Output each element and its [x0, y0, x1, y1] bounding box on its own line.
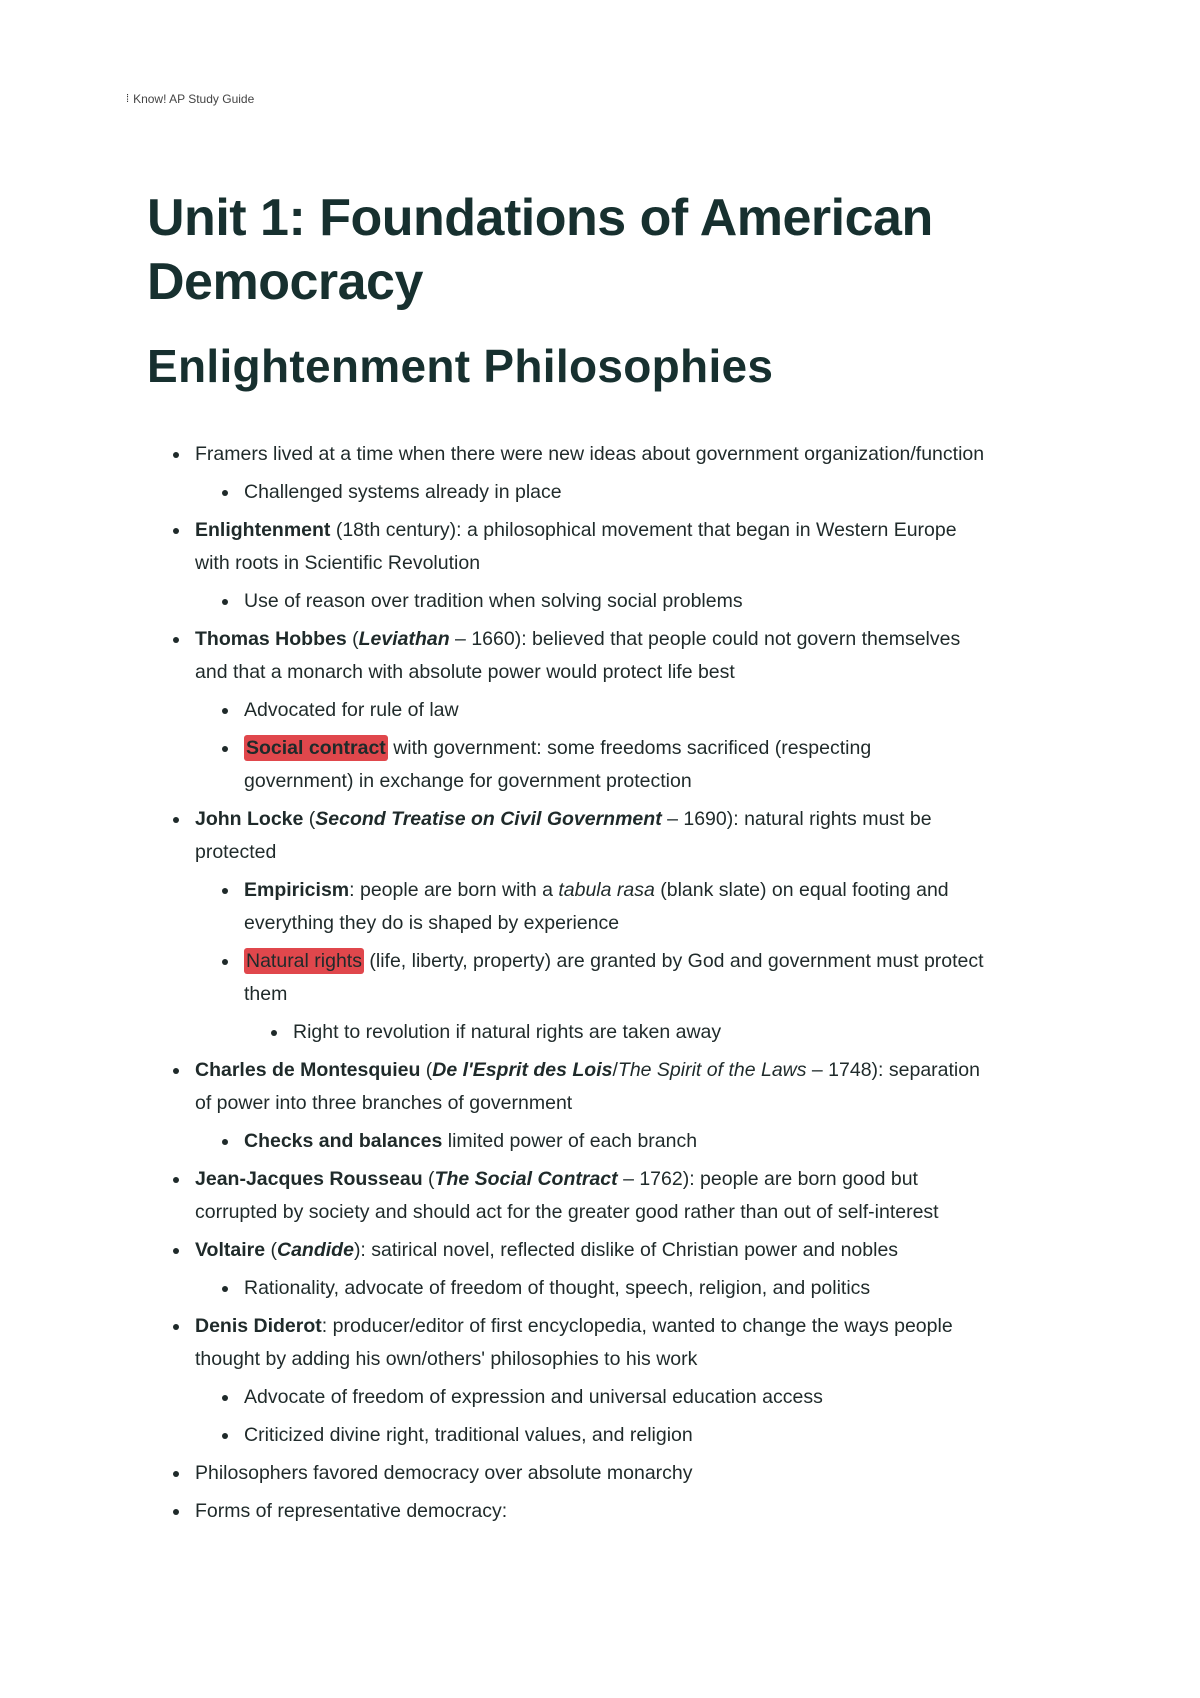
text-run: (	[422, 1168, 435, 1190]
bullet-icon	[173, 1068, 179, 1074]
highlighted-term: Social contract	[246, 737, 386, 759]
text-run: Advocate of freedom of expression and universal education access	[244, 1386, 823, 1408]
list-item	[195, 623, 995, 689]
list-item	[244, 732, 984, 798]
header	[126, 92, 254, 106]
list-item	[195, 1234, 995, 1267]
text-run: (	[346, 628, 359, 650]
list-item	[293, 1016, 993, 1049]
text-run: Use of reason over tradition when solving social problems	[244, 590, 743, 612]
text-run: with government: some freedoms sacrificed (respecting government) in exchange for government protection	[244, 737, 872, 792]
text-run: – 1690): natural rights must be protected	[195, 808, 932, 863]
list-item	[244, 585, 984, 618]
text-run: Right to revolution if natural rights are taken away	[293, 1021, 722, 1043]
bullet-icon	[173, 452, 179, 458]
section-heading: Enlightenment Philosophies	[147, 340, 774, 392]
list-item	[195, 1054, 995, 1120]
fiveable-logo-icon: ⁞	[126, 93, 130, 105]
bold-term: Voltaire	[195, 1239, 266, 1261]
page-title: Unit 1: Foundations of American Democracy	[147, 189, 933, 311]
bold-term: Leviathan	[358, 628, 450, 650]
text-run: (blank slate) on equal footing and everything they do is shaped by experience	[244, 879, 949, 934]
bold-term: John Locke	[195, 808, 304, 830]
bold-term: Empiricism	[244, 879, 350, 901]
list-item	[195, 1310, 995, 1376]
text-run: ): satirical novel, reflected dislike of Christian power and nobles	[353, 1239, 899, 1261]
list-item	[244, 1272, 984, 1305]
bullet-icon	[222, 746, 228, 752]
bullet-icon	[222, 1395, 228, 1401]
highlighted-term: Natural rights	[246, 950, 362, 972]
bullet-icon	[222, 888, 228, 894]
list-item	[195, 1495, 995, 1528]
bullet-icon	[222, 1433, 228, 1439]
bullet-icon	[271, 1030, 277, 1036]
list-item	[244, 945, 984, 1011]
bullet-icon	[173, 1248, 179, 1254]
text-run: (18th century): a philosophical movement that began in Western Europe with roots in Scientific Revolution	[195, 519, 957, 574]
text-run: – 1762): people are born good but corrupted by society and should act for the greater good rather than out of self-interest	[195, 1168, 939, 1223]
bold-term: The Social Contract	[434, 1168, 618, 1190]
text-run: The Spirit of the Laws	[617, 1059, 807, 1081]
header-label: Know! AP Study Guide	[133, 92, 255, 106]
text-run: (life, liberty, property) are granted by God and government must protect them	[244, 950, 984, 1005]
list-item	[195, 1457, 995, 1490]
list-item	[244, 476, 984, 509]
bullet-icon	[222, 490, 228, 496]
text-run: limited power of each branch	[442, 1130, 698, 1152]
list-item	[195, 1163, 995, 1229]
text-run: : people are born with a	[349, 879, 559, 901]
text-run: Forms of representative democracy:	[195, 1500, 508, 1522]
text-run: : producer/editor of first encyclopedia, wanted to change the ways people thought by adding his own/others' philosophies to his work	[195, 1315, 953, 1370]
bullet-icon	[222, 959, 228, 965]
list-item	[244, 1419, 984, 1452]
bullet-list	[0, 438, 1200, 1533]
list-item	[244, 1125, 984, 1158]
bold-term: Jean-Jacques Rousseau	[195, 1168, 423, 1190]
bold-term: Thomas Hobbes	[195, 628, 347, 650]
bullet-icon	[173, 817, 179, 823]
text-run: (	[420, 1059, 433, 1081]
list-item	[244, 1381, 984, 1414]
bullet-icon	[222, 708, 228, 714]
bold-term: Denis Diderot	[195, 1315, 322, 1337]
text-run: Challenged systems already in place	[244, 481, 562, 503]
text-run: /	[612, 1059, 618, 1081]
bullet-icon	[222, 1139, 228, 1145]
bullet-icon	[173, 1177, 179, 1183]
text-run: – 1660): believed that people could not govern themselves and that a monarch with absolute power would protect life best	[195, 628, 961, 683]
text-run: Rationality, advocate of freedom of thought, speech, religion, and politics	[244, 1277, 871, 1299]
list-item	[195, 438, 995, 471]
bold-term: Candide	[277, 1239, 354, 1261]
text-run: (	[303, 808, 316, 830]
bold-term: Charles de Montesquieu	[195, 1059, 421, 1081]
bullet-icon	[222, 1286, 228, 1292]
text-run: (	[265, 1239, 277, 1261]
text-run: Criticized divine right, traditional values, and religion	[244, 1424, 693, 1446]
list-item	[195, 803, 995, 869]
bold-term: De l'Esprit des Lois	[432, 1059, 613, 1081]
bold-term: Checks and balances	[244, 1130, 443, 1152]
text-run: Advocated for rule of law	[244, 699, 459, 721]
bullet-icon	[222, 599, 228, 605]
list-item	[244, 874, 984, 940]
text-run: – 1748): separation of power into three branches of government	[195, 1059, 980, 1114]
bullet-icon	[173, 1471, 179, 1477]
bullet-icon	[173, 1509, 179, 1515]
bold-term: Second Treatise on Civil Government	[315, 808, 662, 830]
list-item	[244, 694, 984, 727]
text-run: Framers lived at a time when there were new ideas about government organization/function	[195, 443, 985, 465]
text-run: tabula rasa	[558, 879, 655, 901]
text-run: Philosophers favored democracy over absolute monarchy	[195, 1462, 693, 1484]
list-item	[195, 514, 995, 580]
bold-term: Enlightenment	[195, 519, 331, 541]
bullet-icon	[173, 528, 179, 534]
bullet-icon	[173, 1324, 179, 1330]
bullet-icon	[173, 637, 179, 643]
